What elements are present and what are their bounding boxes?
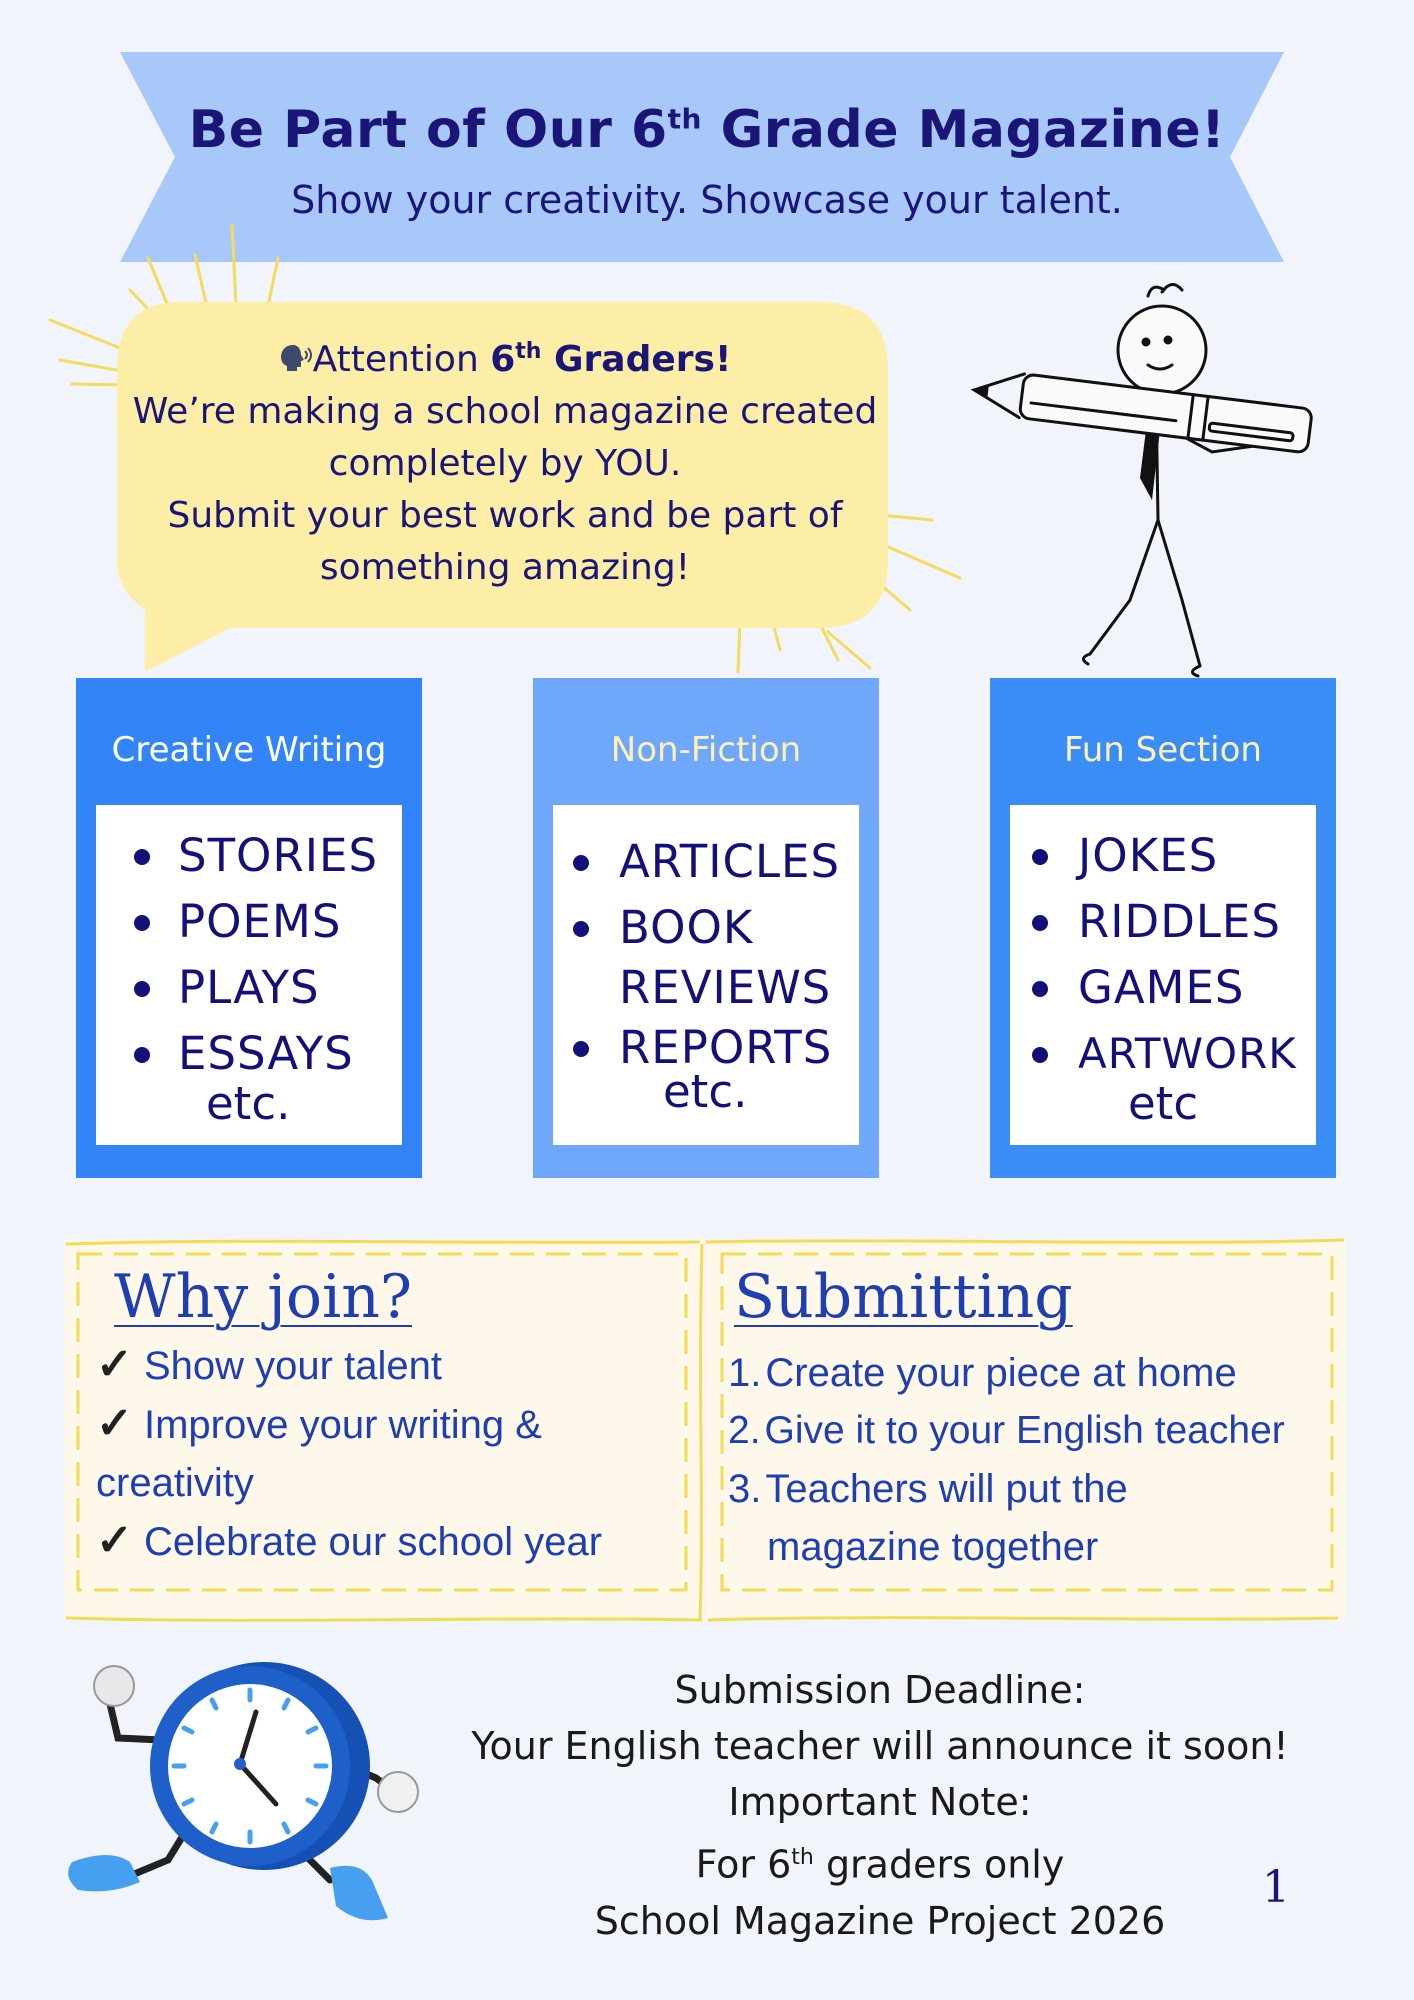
- attention-line: Submit your best work and be part of: [167, 495, 843, 536]
- bullet-icon: [1032, 1047, 1048, 1063]
- footer-line: Your English teacher will announce it soon!: [471, 1724, 1289, 1768]
- attention-message: [120, 326, 890, 594]
- category-non-fiction: [533, 678, 879, 1178]
- bullet-icon: [134, 981, 150, 997]
- bullet-icon: [1032, 915, 1048, 931]
- list-item: JOKES: [1010, 823, 1316, 889]
- category-fun-section: [990, 678, 1336, 1178]
- list-item: ARTWORK: [1010, 1021, 1316, 1087]
- why-join-list: [96, 1336, 686, 1571]
- list-item: ✓ Celebrate our school year: [96, 1516, 603, 1565]
- submitting-heading: Submitting: [734, 1262, 1073, 1332]
- list-item-continuation: magazine together: [767, 1525, 1099, 1569]
- list-item: GAMES: [1010, 955, 1316, 1021]
- list-item: ✓ Show your talent: [96, 1340, 442, 1389]
- category-creative-writing: [76, 678, 422, 1178]
- category-title: Non-Fiction: [610, 730, 802, 770]
- checkmark-icon: ✓: [96, 1399, 133, 1448]
- submitting-list: [728, 1344, 1338, 1576]
- deadline-note: [420, 1662, 1340, 1949]
- list-item: REPORTS: [553, 1015, 859, 1081]
- bullet-icon: [573, 921, 589, 937]
- list-item: 1. Create your piece at home: [728, 1351, 1237, 1395]
- bullet-icon: [573, 855, 589, 871]
- bullet-icon: [573, 1041, 589, 1057]
- category-list-panel: [96, 805, 402, 1145]
- page-subtitle: Show your creativity. Showcase your talent.: [291, 178, 1123, 222]
- bullet-icon: [1032, 849, 1048, 865]
- running-clock-illustration: [68, 1662, 418, 1920]
- list-item: PLAYS: [96, 955, 402, 1021]
- list-item: ESSAYS: [96, 1021, 402, 1087]
- why-join-heading: Why join?: [114, 1262, 413, 1332]
- category-list-panel: [1010, 805, 1316, 1145]
- bullet-icon: [134, 1047, 150, 1063]
- list-item: 3. Teachers will put the: [728, 1467, 1128, 1511]
- checkmark-icon: ✓: [96, 1340, 133, 1389]
- list-item: BOOK: [553, 895, 859, 961]
- category-title: Creative Writing: [111, 730, 387, 770]
- attention-line: Attention 6th Graders!: [120, 326, 890, 386]
- footer-line: School Magazine Project 2026: [594, 1898, 1166, 1943]
- list-item-continuation: REVIEWS: [619, 961, 832, 1014]
- bullet-icon: [1032, 981, 1048, 997]
- checkmark-icon: ✓: [96, 1516, 133, 1565]
- bullet-icon: [134, 849, 150, 865]
- category-title: Fun Section: [1064, 730, 1262, 770]
- footer-line: Important Note:: [728, 1780, 1032, 1824]
- page-number: 1: [1262, 1862, 1290, 1913]
- list-item: RIDDLES: [1010, 889, 1316, 955]
- bullet-icon: [134, 915, 150, 931]
- page-title: Be Part of Our 6th Grade Magazine!: [188, 100, 1226, 160]
- list-item: STORIES: [96, 823, 402, 889]
- list-item: 2. Give it to your English teacher: [728, 1409, 1285, 1452]
- attention-line: We’re making a school magazine created: [132, 391, 878, 432]
- list-item-continuation: creativity: [96, 1461, 254, 1505]
- stick-figure-pencil-illustration: [972, 284, 1313, 676]
- attention-line: completely by YOU.: [328, 443, 682, 484]
- footer-line: Submission Deadline:: [674, 1668, 1086, 1712]
- speaking-head-icon: [279, 343, 313, 373]
- category-list-panel: [553, 805, 859, 1145]
- list-item: ✓ Improve your writing &: [96, 1399, 542, 1448]
- list-item: ARTICLES: [553, 829, 859, 895]
- etc-label: etc: [1128, 1077, 1199, 1130]
- list-item: POEMS: [96, 889, 402, 955]
- footer-line: For 6th graders only: [695, 1842, 1065, 1887]
- attention-line: something amazing!: [319, 547, 691, 588]
- etc-label: etc.: [663, 1065, 748, 1118]
- etc-label: etc.: [206, 1077, 291, 1130]
